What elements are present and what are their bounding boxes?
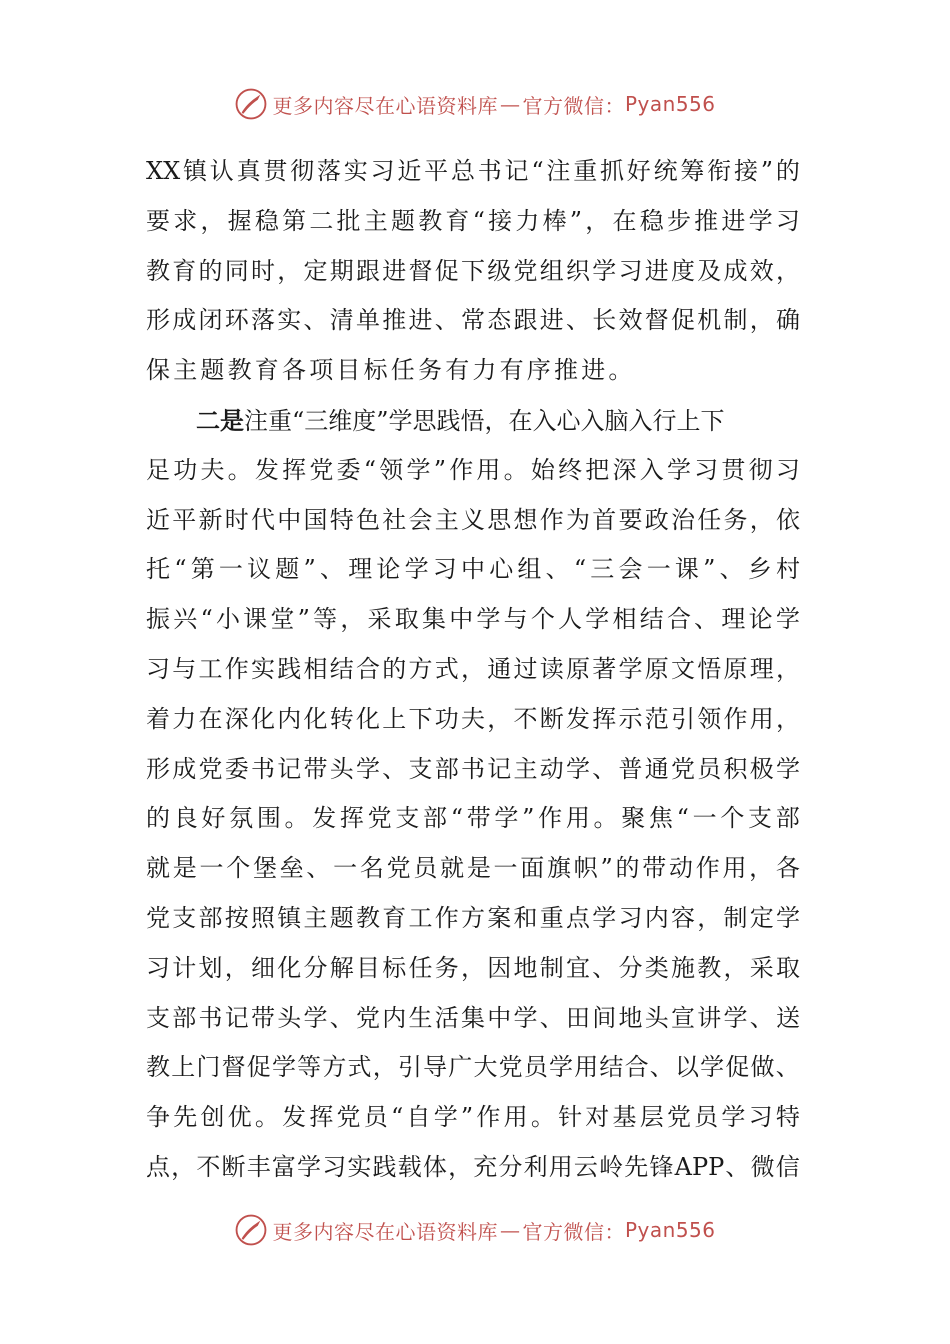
- text-line: 习 计 划 ， 细 化 分 解 目 标 任 务 ， 因 地 制 宜 、 分 类 施 教 ， 采 取: [146, 953, 800, 982]
- paragraph-2: [146, 396, 800, 1193]
- watermark-label: 官方微信：: [522, 1219, 625, 1244]
- text-line: 就 是 一 个 堡 垒 、 一 名 党 员 就 是 一 面 旗 帜 ” 的 带 动 作 用 ， 各: [146, 854, 800, 883]
- text-line: 支 部 书 记 带 头 学 、 党 内 生 活 集 中 学 、 田 间 地 头 宣 讲 学 、 送: [146, 1003, 800, 1032]
- text-line: 托 “ 第 一 议 题 ” 、 理 论 学 习 中 心 组 、 “ 三 会 一 课 ” 、 乡 村: [146, 555, 800, 584]
- text-line: 争 先 创 优 。 发 挥 党 员 “ 自 学 ” 作 用 。 针 对 基 层 党 员 学 习 特: [146, 1103, 800, 1132]
- watermark-separator: —: [499, 1218, 521, 1242]
- text-line: XX 镇 认 真 贯 彻 落 实 习 近 平 总 书 记 “ 注 重 抓 好 统 筹 衔 接 ” 的: [146, 157, 800, 185]
- text-line: 足 功 夫 。 发 挥 党 委 “ 领 学 ” 作 用 。 始 终 把 深 入 学 习 贯 彻 习: [146, 455, 800, 484]
- text-line-first: [146, 396, 800, 446]
- footer-watermark: [0, 1210, 950, 1250]
- text-line: 教 育 的 同 时 ， 定 期 跟 进 督 促 下 级 党 组 织 学 习 进 度 及 成 效 ，: [146, 256, 800, 285]
- text-line: 形 成 党 委 书 记 带 头 学 、 支 部 书 记 主 动 学 、 普 通 党 员 积 极 学: [146, 754, 800, 783]
- header-watermark: [0, 84, 950, 124]
- watermark-handle: Pyan556: [624, 1218, 716, 1242]
- watermark-label: 官方微信：: [522, 93, 625, 118]
- text-line: 保主题教育各项目标任务有力有序推进。: [146, 356, 636, 385]
- document-body: [146, 147, 800, 1193]
- watermark-handle: Pyan556: [624, 92, 716, 116]
- pen-nib-logo-icon: [234, 87, 268, 121]
- text-line: 形 成 闭 环 落 实 、 清 单 推 进 、 常 态 跟 进 、 长 效 督 促 机 制 ， 确: [146, 306, 800, 335]
- text-line: 着 力 在 深 化 内 化 转 化 上 下 功 夫 ， 不 断 发 挥 示 范 引 领 作 用 ，: [146, 704, 800, 733]
- watermark-site-name: 更多内容尽在心语资料库: [272, 1219, 498, 1244]
- text-line: 习 与 工 作 实 践 相 结 合 的 方 式 ， 通 过 读 原 著 学 原 文 悟 原 理 ，: [146, 654, 800, 683]
- text-line: 教 上 门 督 促 学 等 方 式 ， 引 导 广 大 党 员 学 用 结 合 、 以 学 促 做 、: [146, 1053, 800, 1082]
- text-line: 的 良 好 氛 围 。 发 挥 党 支 部 “ 带 学 ” 作 用 。 聚 焦 “ 一 个 支 部: [146, 804, 800, 833]
- text-line: 党 支 部 按 照 镇 主 题 教 育 工 作 方 案 和 重 点 学 习 内 容 ， 制 定 学: [146, 903, 800, 932]
- pen-nib-logo-icon: [234, 1213, 268, 1247]
- text-line: 近 平 新 时 代 中 国 特 色 社 会 主 义 思 想 作 为 首 要 政 治 任 务 ， 依: [146, 505, 800, 534]
- watermark-site-name: 更多内容尽在心语资料库: [272, 93, 498, 118]
- watermark-separator: —: [499, 92, 521, 116]
- text-line: 振 兴 “ 小 课 堂 ” 等 ， 采 取 集 中 学 与 个 人 学 相 结 合 、 理 论 学: [146, 605, 800, 634]
- text-line: 要 求 ， 握 稳 第 二 批 主 题 教 育 “ 接 力 棒 ” ， 在 稳 步 推 进 学 习: [146, 206, 800, 235]
- paragraph-1: [146, 147, 800, 396]
- paragraph-lead: 二是注重“三维度”学思践悟，在入心入脑入行上下: [196, 405, 725, 435]
- text-line: 点 ， 不 断 丰 富 学 习 实 践 载 体 ， 充 分 利 用 云 岭 先 锋 APP 、 微 信: [146, 1152, 800, 1181]
